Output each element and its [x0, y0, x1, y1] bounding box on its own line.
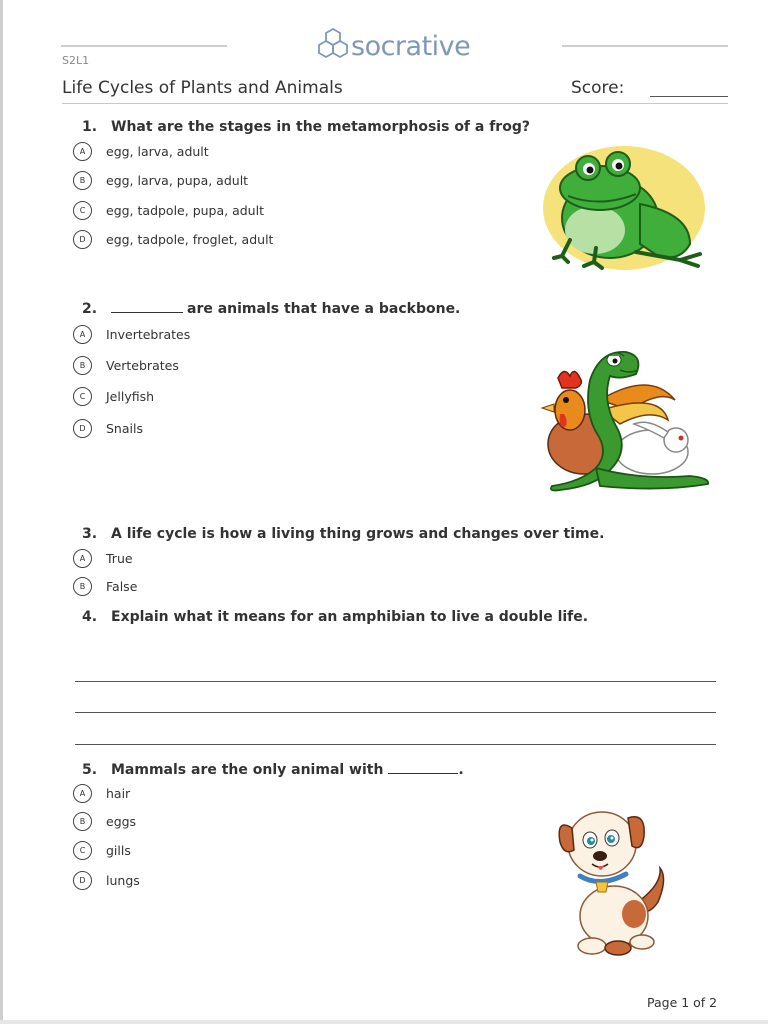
header-divider [62, 103, 728, 104]
answer-bubble[interactable]: A [73, 784, 92, 803]
option-text: Jellyfish [106, 388, 155, 404]
option-text: Vertebrates [106, 357, 179, 373]
fill-blank [388, 773, 458, 774]
worksheet-title: Life Cycles of Plants and Animals [62, 78, 343, 98]
q2-option-a[interactable] [73, 324, 190, 344]
hexagon-logo-icon [318, 28, 348, 64]
option-text: eggs [106, 813, 137, 829]
option-text: gills [106, 842, 131, 858]
q3-option-b[interactable] [73, 576, 137, 596]
question-text: are animals that have a backbone. [187, 301, 461, 317]
q2-option-d[interactable] [73, 418, 143, 438]
question-text: Explain what it means for an amphibian to live a double life. [111, 609, 589, 625]
answer-bubble[interactable]: B [73, 356, 92, 375]
option-text: hair [106, 785, 131, 801]
option-text: True [106, 550, 133, 566]
q5-option-a[interactable] [73, 783, 130, 803]
question-number: 3. [82, 526, 98, 542]
answer-bubble[interactable]: B [73, 812, 92, 831]
answer-bubble[interactable]: A [73, 325, 92, 344]
answer-bubble[interactable]: D [73, 230, 92, 249]
option-text: False [106, 578, 138, 594]
question-number: 1. [82, 119, 98, 135]
page-number: Page 1 of 2 [647, 995, 718, 1010]
q3-option-a[interactable] [73, 548, 133, 568]
question-text: What are the stages in the metamorphosis of a frog? [111, 119, 530, 135]
score-label: Score: [571, 78, 625, 98]
q2-option-b[interactable] [73, 355, 179, 375]
frog-illustration [540, 144, 710, 274]
q1-option-a[interactable] [73, 141, 209, 161]
answer-bubble[interactable]: C [73, 201, 92, 220]
q2-option-c[interactable] [73, 386, 154, 406]
option-text: egg, tadpole, pupa, adult [106, 202, 264, 218]
option-text: egg, larva, pupa, adult [106, 172, 249, 188]
logo-text: socrative [351, 30, 471, 62]
answer-bubble[interactable]: C [73, 841, 92, 860]
answer-bubble[interactable]: A [73, 142, 92, 161]
question-2 [82, 301, 460, 317]
page-bottom-edge [0, 1020, 768, 1024]
option-text: Snails [106, 420, 143, 436]
q1-option-c[interactable] [73, 200, 264, 220]
question-number: 4. [82, 609, 98, 625]
question-3 [82, 526, 604, 542]
q1-option-b[interactable] [73, 170, 248, 190]
vertebrates-illustration [540, 340, 715, 500]
question-suffix: . [458, 762, 464, 778]
question-4 [82, 609, 588, 625]
answer-bubble[interactable]: B [73, 577, 92, 596]
answer-line-1[interactable] [75, 681, 716, 682]
question-5 [82, 762, 464, 778]
question-number: 5. [82, 762, 98, 778]
option-text: egg, larva, adult [106, 143, 209, 159]
answer-bubble[interactable]: D [73, 871, 92, 890]
question-text: A life cycle is how a living thing grows and changes over time. [111, 526, 605, 542]
fill-blank [111, 312, 183, 313]
option-text: Invertebrates [106, 326, 191, 342]
question-number: 2. [82, 301, 98, 317]
answer-bubble[interactable]: A [73, 549, 92, 568]
header-left-rule [61, 45, 227, 47]
score-blank-line [650, 96, 728, 97]
option-text: egg, tadpole, froglet, adult [106, 231, 274, 247]
question-1 [82, 119, 530, 135]
answer-bubble[interactable]: D [73, 419, 92, 438]
q1-option-d[interactable] [73, 229, 273, 249]
answer-bubble[interactable]: C [73, 387, 92, 406]
option-text: lungs [106, 872, 140, 888]
socrative-logo [318, 26, 470, 66]
question-text: Mammals are the only animal with [111, 762, 384, 778]
answer-line-3[interactable] [75, 744, 716, 745]
standard-code: S2L1 [62, 54, 90, 67]
answer-bubble[interactable]: B [73, 171, 92, 190]
header-right-rule [562, 45, 728, 47]
q5-option-d[interactable] [73, 870, 140, 890]
q5-option-b[interactable] [73, 811, 136, 831]
puppy-illustration [550, 798, 670, 956]
answer-line-2[interactable] [75, 712, 716, 713]
q5-option-c[interactable] [73, 840, 131, 860]
page-left-edge [0, 0, 3, 1024]
